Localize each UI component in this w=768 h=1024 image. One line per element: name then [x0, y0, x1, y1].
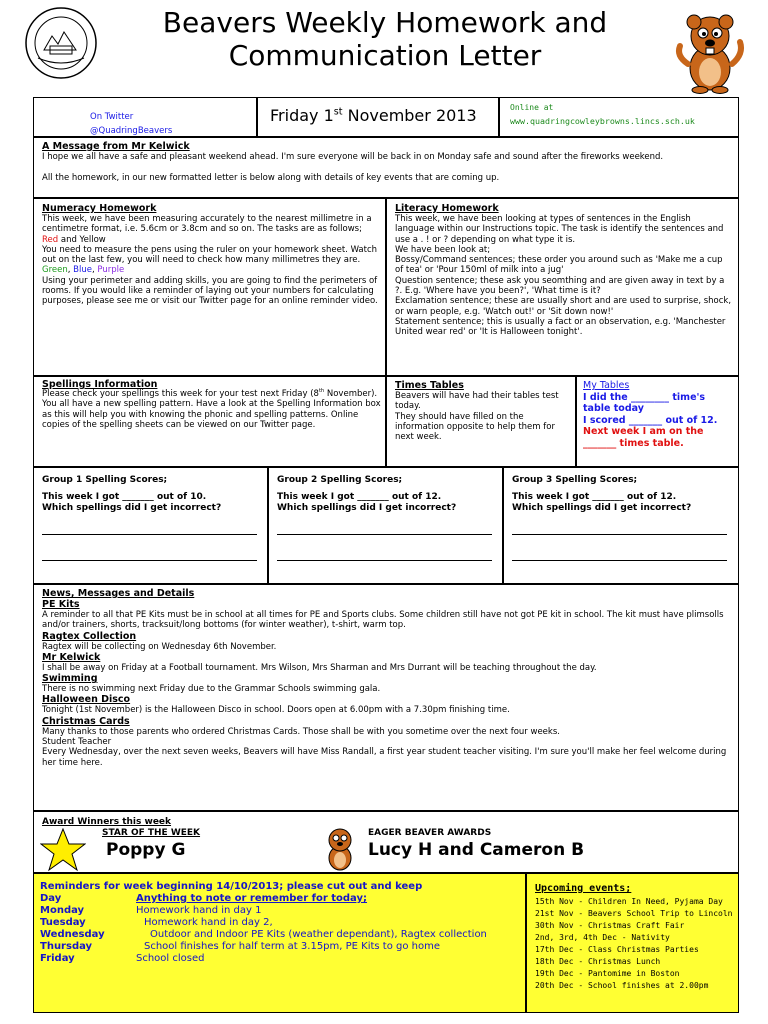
news-kelwick-heading: Mr Kelwick — [42, 651, 101, 663]
my-tables-box — [576, 376, 739, 467]
group-2-box — [268, 467, 503, 584]
twitter-box — [33, 97, 257, 137]
news-pe-heading: PE Kits — [42, 599, 80, 610]
literacy-heading: Literacy Homework — [395, 203, 499, 214]
website-box — [499, 97, 739, 137]
news-box — [33, 584, 739, 811]
news-ragtex-text: Ragtex will be collecting on Wednesday 6th November. — [42, 641, 277, 652]
my-tables-line-3: I scored _______ out of 12. — [583, 415, 718, 426]
reminder-friday: Friday School closed — [40, 953, 205, 964]
literacy-text: This week, we have been looking at types of sentences in the English language within our Instructions topic. The task is identify the sentences and use a . ! or ? depending on what type it is. We have been look at; Bossy/Command sentences; these order you around such as 'Make me a cup of tea' or 'Pour 150ml of milk into a jug' Question sentence; these ask you seomthing and are given away in text by a ?. E.g. 'Where have you been?', 'What time is it? Exclamation sentence; these are usually short and are used to surprise, shock, or warn people, e.g. 'Watch out!' or 'Sit down now!' Statement sentence; this is usually a fact or an observation, e.g. 'Manchester United wear red' or 'It is Halloween tonight'. — [395, 214, 732, 338]
event-item: 21st Nov - Beavers School Trip to Lincoln — [535, 909, 733, 918]
star-name: Poppy G — [106, 840, 186, 860]
event-item: 2nd, 3rd, 4th Dec - Nativity — [535, 933, 670, 942]
star-label: STAR OF THE WEEK — [102, 828, 201, 838]
reminder-wednesday: Wednesday Outdoor and Indoor PE Kits (weather dependant), Ragtex collection — [40, 929, 487, 940]
news-swimming-heading: Swimming — [42, 673, 98, 685]
twitter-label: On Twitter — [90, 112, 134, 122]
reminders-heading: Reminders for week beginning 14/10/2013; please cut out and keep — [40, 881, 423, 892]
times-tables-box — [386, 376, 576, 467]
message-heading: A Message from Mr Kelwick — [42, 141, 190, 152]
numeracy-text: This week, we have been measuring accurately to the nearest millimetre in a centimetre format, i.e. 5.6cm or 3.8cm and so on. The tasks are as follows; Red and Yellow You need to measure the pens using the ruler on your homework sheet. Watch out on the last few, you will need to check how many millimetres they are. Green, Blue, Purple Using your perimeter and adding skills, you are going to find the perimeters of rooms. If you would like a reminder of laying out your numbers for calculating purposes, please see me or visit our Twitter page for an online reminder video. — [42, 214, 378, 307]
school-logo — [24, 6, 98, 80]
my-tables-line-4: Next week I am on the — [583, 426, 704, 437]
group-2-question: Which spellings did I get incorrect? — [277, 503, 457, 513]
event-item: 18th Dec - Christmas Lunch — [535, 957, 661, 966]
group-1-score: This week I got _______ out of 10. — [42, 492, 207, 502]
group-3-box — [503, 467, 739, 584]
awards-box — [33, 811, 739, 873]
date-box — [257, 97, 499, 137]
my-tables-line-1: I did the ________ time's — [583, 392, 706, 403]
news-disco-heading: Halloween Disco — [42, 694, 131, 706]
news-ragtex-heading: Ragtex Collection — [42, 630, 137, 642]
news-pe-text: A reminder to all that PE Kits must be in school at all times for PE and Sports clubs. Some children still have not got PE kit in school. The kit must have plimsolls and/or trainers, shorts, tracksuit/long bottoms (for winter weather), t-shirt, warm top. — [42, 610, 724, 631]
group-3-title: Group 3 Spelling Scores; — [512, 475, 638, 485]
answer-line[interactable] — [277, 560, 492, 561]
answer-line[interactable] — [277, 534, 492, 535]
website-link[interactable]: www.quadringcowleybrowns.lincs.sch.uk — [510, 116, 695, 126]
numeracy-heading: Numeracy Homework — [42, 203, 157, 214]
group-1-box — [33, 467, 268, 584]
event-item: 15th Nov - Children In Need, Pyjama Day — [535, 897, 723, 906]
my-tables-line-5: _______ times table. — [583, 438, 684, 449]
news-heading: News, Messages and Details — [42, 588, 195, 599]
page-title: Beavers Weekly Homework and Communication Letter — [162, 6, 608, 72]
beaver-award-icon — [320, 826, 360, 872]
event-item: 30th Nov - Christmas Craft Fair — [535, 921, 685, 930]
reminders-box — [33, 873, 526, 1013]
reminder-monday: Monday Homework hand in day 1 — [40, 905, 262, 916]
reminder-thursday: Thursday School finishes for half term at 3.15pm, PE Kits to go home — [40, 941, 441, 952]
news-cards-heading: Christmas Cards — [42, 715, 130, 727]
event-item: 17th Dec - Class Christmas Parties — [535, 945, 699, 954]
message-box — [33, 137, 739, 198]
news-disco-text: Tonight (1st November) is the Halloween Disco in school. Doors open at 6.00pm with a 7.30pm finishing time. — [42, 705, 510, 716]
awards-heading: Award Winners this week — [42, 817, 172, 827]
spellings-box — [33, 376, 386, 467]
star-icon — [40, 828, 86, 872]
group-2-score: This week I got _______ out of 12. — [277, 492, 442, 502]
news-student-heading: Student Teacher — [42, 737, 112, 748]
news-cards-text: Many thanks to those parents who ordered Christmas Cards. Those shall be with you sometime over the next four weeks. — [42, 726, 560, 737]
times-tables-text: Beavers will have had their tables test today. They should have filled on the information opposite to help them for next week. — [395, 391, 559, 443]
message-text-1: I hope we all have a safe and pleasant weekend ahead. I'm sure everyone will be back in on Monday safe and sound after the fireworks weekend. — [42, 152, 664, 162]
eager-names: Lucy H and Cameron B — [368, 840, 585, 860]
event-item: 20th Dec - School finishes at 2.00pm — [535, 981, 709, 990]
numeracy-box — [33, 198, 386, 376]
my-tables-heading: My Tables — [583, 380, 630, 391]
twitter-handle[interactable]: @QuadringBeavers — [90, 126, 173, 136]
answer-line[interactable] — [512, 560, 727, 561]
group-1-title: Group 1 Spelling Scores; — [42, 475, 168, 485]
message-text-2: All the homework, in our new formatted letter is below along with details of key events that are coming up. — [42, 173, 500, 183]
literacy-box — [386, 198, 739, 376]
news-student-text: Every Wednesday, over the next seven weeks, Beavers will have Miss Randall, a first year student teacher visiting. I'm sure you'll make her feel welcome during her time here. — [42, 747, 727, 768]
beaver-mascot-icon — [670, 8, 752, 94]
my-tables-line-2: table today — [583, 403, 644, 414]
reminders-columns: Day Anything to note or remember for today; — [40, 893, 368, 904]
group-2-title: Group 2 Spelling Scores; — [277, 475, 403, 485]
eager-label: EAGER BEAVER AWARDS — [368, 828, 492, 838]
answer-line[interactable] — [42, 560, 257, 561]
news-content — [42, 588, 734, 768]
group-3-score: This week I got _______ out of 12. — [512, 492, 677, 502]
news-swimming-text: There is no swimming next Friday due to the Grammar Schools swimming gala. — [42, 684, 381, 695]
event-item: 19th Dec - Pantomime in Boston — [535, 969, 680, 978]
times-tables-heading: Times Tables — [395, 380, 464, 391]
letter-date: Friday 1st November 2013 — [270, 106, 477, 125]
spellings-text: Please check your spellings this week for your test next Friday (8th November). You all have a new spelling pattern. Have a look at the Spelling Information box as this will help you with knowing the phonic and spelling patterns. Online copies of the spelling sheets can be viewed on our Twitter page. — [42, 388, 381, 430]
spellings-heading: Spellings Information — [42, 379, 158, 390]
events-heading: Upcoming events; — [535, 883, 632, 894]
events-box — [526, 873, 739, 1013]
answer-line[interactable] — [42, 534, 257, 535]
online-label: Online at — [510, 103, 554, 112]
group-3-question: Which spellings did I get incorrect? — [512, 503, 692, 513]
news-kelwick-text: I shall be away on Friday at a Football tournament. Mrs Wilson, Mrs Sharman and Mrs Durrant will be teaching throughout the day. — [42, 662, 597, 673]
reminder-tuesday: Tuesday Homework hand in day 2, — [40, 917, 273, 928]
answer-line[interactable] — [512, 534, 727, 535]
group-1-question: Which spellings did I get incorrect? — [42, 503, 222, 513]
